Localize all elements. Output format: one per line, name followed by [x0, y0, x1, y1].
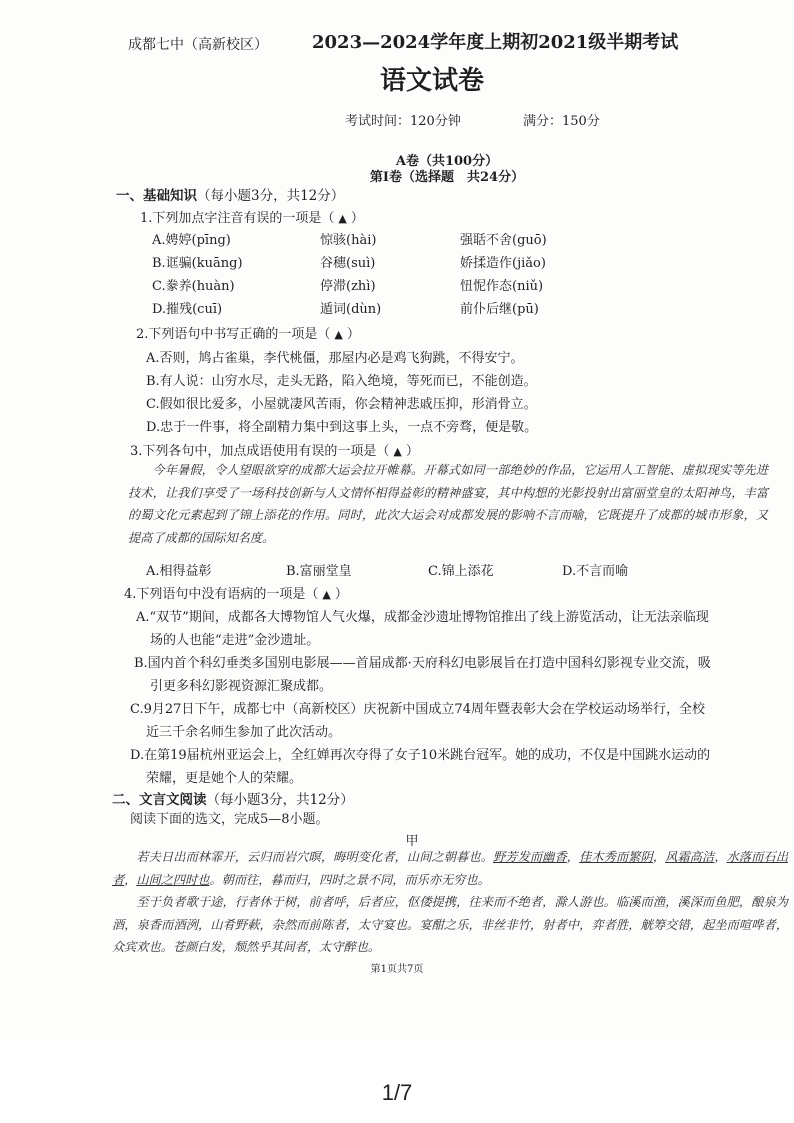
q1-option: 前仆后继(pū) — [460, 302, 539, 317]
q1-option: 遁词(dùn) — [320, 302, 382, 317]
q1-option: C.豢养(huàn) — [152, 279, 235, 294]
underlined-phrase: 霜高洁 — [677, 850, 715, 864]
q1-close: ） — [350, 211, 364, 226]
passage-jia-p2 — [112, 891, 788, 959]
section-2-title — [112, 788, 354, 808]
triangle-icon: ▲ — [322, 588, 331, 601]
q3-passage-line: 今年暑假，令人望眼欲穿的成都大运会拉开帷幕。开幕式如同一部绝妙的作品，它运用人工智能、虚 — [152, 463, 695, 477]
reading-instruction: 阅读下面的选文，完成5—8小题。 — [130, 812, 329, 827]
q1-option: 谷穗(suì) — [320, 256, 376, 271]
q2-stem-text: 2.下列语句中书写正确的一项是（ — [136, 327, 331, 342]
triangle-icon: ▲ — [334, 328, 343, 341]
subject-title: 语文试卷 — [379, 66, 484, 96]
q4-option-d-cont: 荣耀，更是她个人的荣耀。 — [146, 771, 303, 786]
page-indicator: 1/7 — [381, 1080, 413, 1105]
part-label: 第Ⅰ卷（选择题 共24分） — [369, 170, 525, 185]
school-name: 成都七中（高新校区） — [128, 37, 268, 53]
q1-option: 惊骇(hài) — [320, 233, 377, 248]
exam-header — [0, 28, 794, 60]
section-1-note: （每小题3分，共12分） — [197, 188, 345, 204]
q4-option-c: C.9月27日下午，成都七中（高新校区）庆祝新中国成立74周年暨表彰大会在学校运动场举行，全校 — [130, 702, 705, 717]
section-1-title — [116, 184, 344, 204]
passage-text: ， — [652, 850, 666, 864]
q1-option: A.娉婷(pīng) — [152, 233, 231, 248]
q3-stem-text: 3.下列各句中，加点成语使用有误的一项是（ — [130, 444, 390, 459]
passage-text: 溪深而鱼肥，酿泉为酒，泉香而酒洌，山肴野蔌，杂然而前陈者，太守宴也。宴酣之乐，非丝非竹，射者 — [112, 895, 789, 932]
q3-option-c: C.锦上添花 — [428, 564, 494, 579]
passage-text: 。朝而往，暮而归，四时之景不同，而乐亦无穷也。 — [209, 872, 490, 887]
q3-passage-line: 言而喻，它既提升了成都的城市形象，又提高了成都的国际知名度。 — [128, 508, 769, 545]
q1-stem-text: 1.下列加点字注音有误的一项是（ — [140, 211, 335, 226]
q2-option-c: C.假如很比爱多，小屋就凄风苦雨，你会精神悲戚压抑，形消骨立。 — [146, 397, 537, 412]
underlined-phrase: 山间之四时也 — [136, 872, 210, 887]
q1-option: 忸怩作态(niǔ) — [460, 279, 544, 294]
q1-option: D.摧残(cuī) — [152, 302, 223, 317]
triangle-icon: ▲ — [338, 212, 347, 225]
passage-text: ， — [566, 850, 580, 864]
question-4-stem — [124, 583, 348, 602]
q3-option-a: A.相得益彰 — [146, 564, 212, 579]
q2-option-b: B.有人说：山穷水尽，走头无路，陷入绝境，等死而已，不能创造。 — [146, 374, 537, 389]
triangle-icon: ▲ — [393, 445, 402, 458]
full-score: 满分：150分 — [523, 114, 600, 129]
question-1-stem — [140, 207, 364, 226]
question-3-stem — [130, 440, 419, 459]
section-1-heading: 一、基础知识 — [116, 188, 197, 204]
q3-close: ） — [405, 444, 419, 459]
passage-text: 若夫日出而林霏开，云归而岩穴暝，晦明变化者，山间之朝暮也。 — [136, 850, 493, 864]
exam-time: 考试时间：120分钟 — [345, 114, 461, 129]
q4-stem-text: 4.下列语句中没有语病的一项是（ — [124, 587, 319, 602]
q4-option-a: A.“双节”期间，成都各大博物馆人气火爆，成都金沙遗址博物馆推出了线上游览活动，让无法亲临现 — [136, 610, 709, 625]
passage-text: ， — [124, 872, 137, 887]
volume-label: A卷（共100分） — [395, 154, 499, 169]
q2-close: ） — [346, 327, 360, 342]
q1-option: B.诓骗(kuāng) — [152, 256, 243, 271]
q4-option-a-cont: 场的人也能“走进”金沙遗址。 — [150, 633, 320, 648]
q1-option: 停滞(zhì) — [320, 279, 376, 294]
q3-option-b: B.富丽堂皇 — [286, 564, 352, 579]
question-2-stem — [136, 323, 360, 342]
exam-meta — [0, 110, 794, 130]
exam-term-title: 2023—2024学年度上期初2021级半期考试 — [312, 32, 679, 53]
section-2-heading: 二、文言文阅读 — [112, 792, 207, 808]
passage-label: 甲 — [405, 834, 419, 849]
underlined-phrase: 风 — [665, 850, 678, 864]
underlined-phrase: 水落而石出者 — [112, 850, 789, 887]
passage-text: ， — [714, 850, 727, 864]
q4-option-c-cont: 近三千余名师生参加了此次活动。 — [146, 725, 342, 740]
q2-option-d: D.忠于一件事，将全副精力集中到这事上头，一点不旁骛，便是敬。 — [146, 420, 538, 435]
underlined-phrase: 野芳发而幽香 — [493, 850, 567, 864]
q4-option-b-cont: 引更多科幻影视资源汇聚成都。 — [150, 679, 333, 694]
q1-option: 强聒不舍(guō) — [460, 233, 547, 248]
q1-option: 娇揉造作(jiǎo) — [460, 256, 546, 271]
underlined-phrase: 佳木秀而繁阴 — [579, 850, 653, 864]
section-2-note: （每小题3分，共12分） — [206, 792, 354, 808]
q3-passage — [128, 459, 768, 549]
page-footer: 第1页共7页 — [370, 964, 424, 975]
q4-option-b: B.国内首个科幻垂类多国别电影展——首届成都·天府科幻电影展旨在打造中国科幻影视专业交流，吸 — [134, 656, 711, 671]
passage-text: 中，弈者胜，觥筹交错，起坐而喧哗者，众宾欢也。苍颜白发，颓然乎其间者，太守醉也。 — [112, 917, 789, 954]
passage-text: 至于负者歌于途，行者休于树，前者呼，后者应，伛偻提携，往来而不绝者，滁人游也。临溪而渔， — [136, 895, 678, 909]
q3-passage-line: 富丽堂皇的太阳神鸟，丰富的蜀文化元素起到了锦上添花的作用。同时，此次大运会对成都发展的影响不 — [128, 485, 769, 522]
passage-jia-p1 — [112, 846, 788, 891]
q3-option-d: D.不言而喻 — [562, 564, 629, 579]
q2-option-a: A.否则，鸠占雀巢，李代桃僵，那屋内必是鸡飞狗跳，不得安宁。 — [146, 351, 524, 366]
q4-close: ） — [334, 587, 348, 602]
q4-option-d: D.在第19届杭州亚运会上，全红婵再次夺得了女子10米跳台冠军。她的成功，不仅是中国跳水运动的 — [130, 748, 711, 763]
q3-passage-line: 拟现实等先进技术，让我们享受了一场科技创新与人文情怀相得益彰的精神盛宴，其中构想的光影投射出 — [128, 463, 769, 500]
